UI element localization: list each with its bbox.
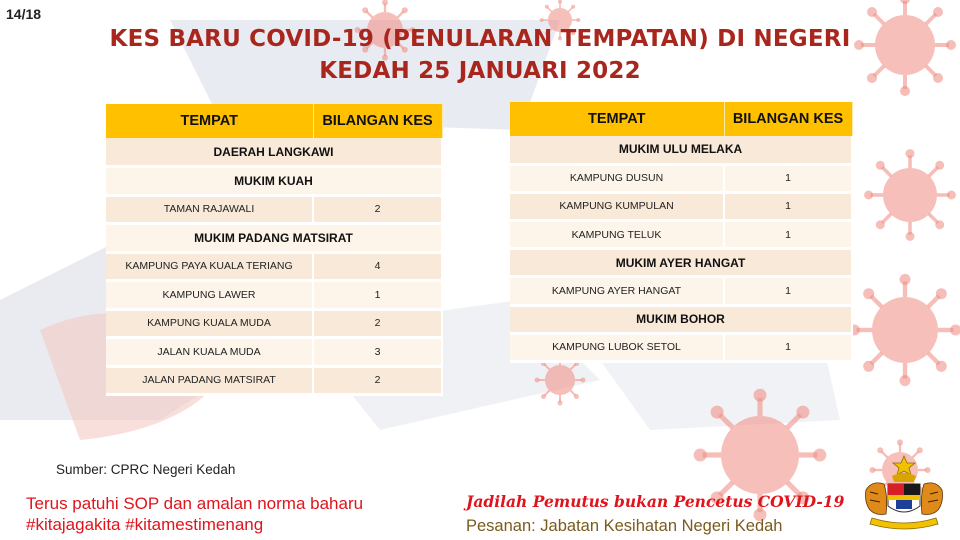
- group-label: MUKIM KUAH: [106, 167, 442, 196]
- count-cell: 2: [313, 366, 442, 395]
- table-row: [106, 338, 442, 367]
- group-label: MUKIM BOHOR: [510, 305, 852, 333]
- hashtags: #kitajagakita #kitamestimenang: [26, 515, 264, 534]
- table-header-row: [510, 102, 852, 136]
- header-bilangan-kes: BILANGAN KES: [313, 104, 442, 138]
- place-cell: KAMPUNG LAWER: [106, 281, 313, 310]
- table-row: [510, 221, 852, 249]
- place-cell: KAMPUNG KUALA MUDA: [106, 309, 313, 338]
- page-title-line-2: KEDAH 25 JANUARI 2022: [319, 58, 641, 84]
- source-note: Sumber: CPRC Negeri Kedah: [56, 462, 236, 477]
- table-header-row: [106, 104, 442, 138]
- place-cell: KAMPUNG DUSUN: [510, 164, 724, 192]
- header-tempat: TEMPAT: [106, 104, 313, 138]
- cases-table-right: [510, 102, 853, 363]
- page-title-line-1: KES BARU COVID-19 (PENULARAN TEMPATAN) DI NEGERI: [109, 26, 851, 52]
- header-bilangan-kes: BILANGAN KES: [724, 102, 852, 136]
- place-cell: TAMAN RAJAWALI: [106, 195, 313, 224]
- count-cell: 1: [724, 221, 852, 249]
- table-row: [106, 224, 442, 253]
- group-label: DAERAH LANGKAWI: [106, 138, 442, 167]
- campaign-slogan: Jadilah Pemutus bukan Pencetus COVID-19: [466, 492, 845, 511]
- count-cell: 4: [313, 252, 442, 281]
- table-row: [106, 167, 442, 196]
- place-cell: KAMPUNG PAYA KUALA TERIANG: [106, 252, 313, 281]
- count-cell: 1: [724, 164, 852, 192]
- group-label: MUKIM ULU MELAKA: [510, 136, 852, 164]
- table-row: [510, 333, 852, 361]
- table-row: [106, 195, 442, 224]
- place-cell: JALAN PADANG MATSIRAT: [106, 366, 313, 395]
- footer-left: [26, 493, 363, 535]
- group-label: MUKIM AYER HANGAT: [510, 249, 852, 277]
- place-cell: KAMPUNG KUMPULAN: [510, 192, 724, 220]
- table-row: [106, 252, 442, 281]
- cases-table-left: [106, 104, 443, 396]
- count-cell: 1: [724, 192, 852, 220]
- count-cell: 1: [724, 277, 852, 305]
- state-crest-icon: [858, 452, 950, 532]
- table-row: [106, 138, 442, 167]
- count-cell: 1: [724, 333, 852, 361]
- table-row: [510, 192, 852, 220]
- count-cell: 3: [313, 338, 442, 367]
- place-cell: KAMPUNG LUBOK SETOL: [510, 333, 724, 361]
- department-message: Pesanan: Jabatan Kesihatan Negeri Kedah: [466, 517, 783, 535]
- table-row: [106, 281, 442, 310]
- table-row: [510, 277, 852, 305]
- footer-right: [466, 490, 844, 538]
- table-row: [106, 309, 442, 338]
- header-tempat: TEMPAT: [510, 102, 724, 136]
- page-number: 14/18: [6, 6, 42, 22]
- place-cell: KAMPUNG TELUK: [510, 221, 724, 249]
- group-label: MUKIM PADANG MATSIRAT: [106, 224, 442, 253]
- table-row: [510, 136, 852, 164]
- place-cell: KAMPUNG AYER HANGAT: [510, 277, 724, 305]
- place-cell: JALAN KUALA MUDA: [106, 338, 313, 367]
- count-cell: 2: [313, 195, 442, 224]
- table-row: [106, 366, 442, 395]
- count-cell: 1: [313, 281, 442, 310]
- table-row: [510, 249, 852, 277]
- sop-reminder: Terus patuhi SOP dan amalan norma baharu: [26, 494, 364, 513]
- table-row: [510, 164, 852, 192]
- count-cell: 2: [313, 309, 442, 338]
- table-row: [510, 305, 852, 333]
